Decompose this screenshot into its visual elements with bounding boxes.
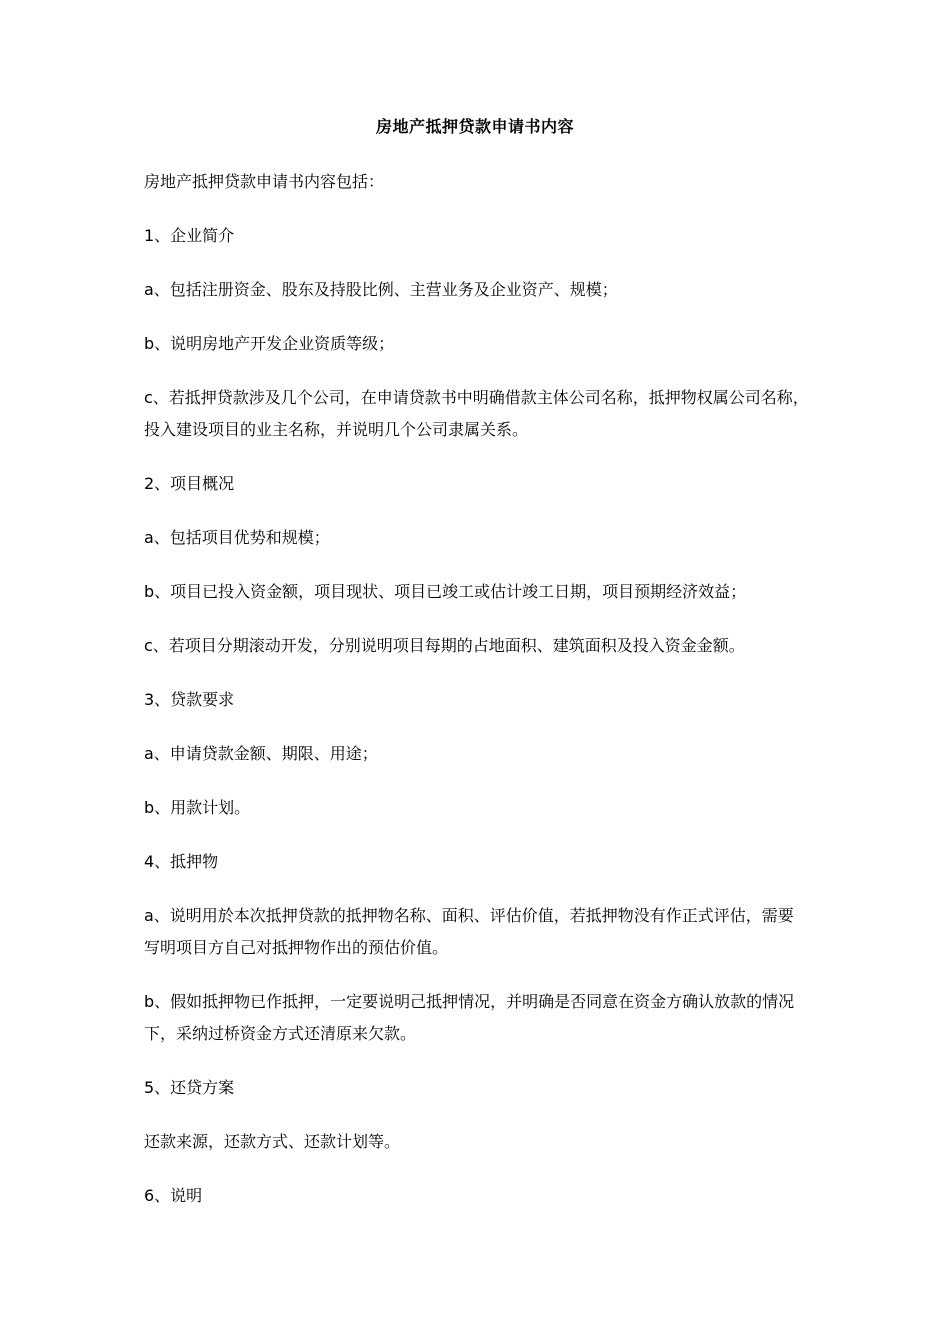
section-heading-company: 1、企业简介 <box>144 226 235 245</box>
paragraph-loan-b: b、用款计划。 <box>144 798 251 817</box>
intro-paragraph: 房地产抵押贷款申请书内容包括： <box>144 172 385 191</box>
document-title: 房地产抵押贷款申请书内容 <box>375 117 574 136</box>
paragraph-company-a: a、包括注册资金、股东及持股比例、主营业务及企业资产、规模； <box>144 280 618 299</box>
paragraph-project-a: a、包括项目优势和规模； <box>144 528 330 547</box>
section-heading-loan: 3、贷款要求 <box>144 690 235 709</box>
section-heading-notes: 6、说明 <box>144 1186 203 1205</box>
paragraph-loan-a: a、申请贷款金额、期限、用途； <box>144 744 378 763</box>
paragraph-project-b: b、项目已投入资金额，项目现状、项目已竣工或估计竣工日期，项目预期经济效益； <box>144 582 747 601</box>
paragraph-company-b: b、说明房地产开发企业资质等级； <box>144 334 395 353</box>
paragraph-project-c: c、若项目分期滚动开发，分别说明项目每期的占地面积、建筑面积及投入资金金额。 <box>144 636 745 655</box>
paragraph-collateral-a: a、说明用於本次抵押贷款的抵押物名称、面积、评估价值，若抵押物没有作正式评估，需要写明项目方自己对抵押物作出的预估价值。 <box>144 906 794 957</box>
section-heading-repayment: 5、还贷方案 <box>144 1078 235 1097</box>
paragraph-repayment: 还款来源，还款方式、还款计划等。 <box>144 1132 401 1151</box>
paragraph-collateral-b: b、假如抵押物已作抵押，一定要说明己抵押情况，并明确是否同意在资金方确认放款的情况下，采纳过桥资金方式还清原来欠款。 <box>144 992 795 1043</box>
section-heading-collateral: 4、抵押物 <box>144 852 219 871</box>
section-heading-project: 2、项目概况 <box>144 474 235 493</box>
paragraph-company-c: c、若抵押贷款涉及几个公司，在申请贷款书中明确借款主体公司名称，抵押物权属公司名称，投入建设项目的业主名称，并说明几个公司隶属关系。 <box>144 388 809 439</box>
